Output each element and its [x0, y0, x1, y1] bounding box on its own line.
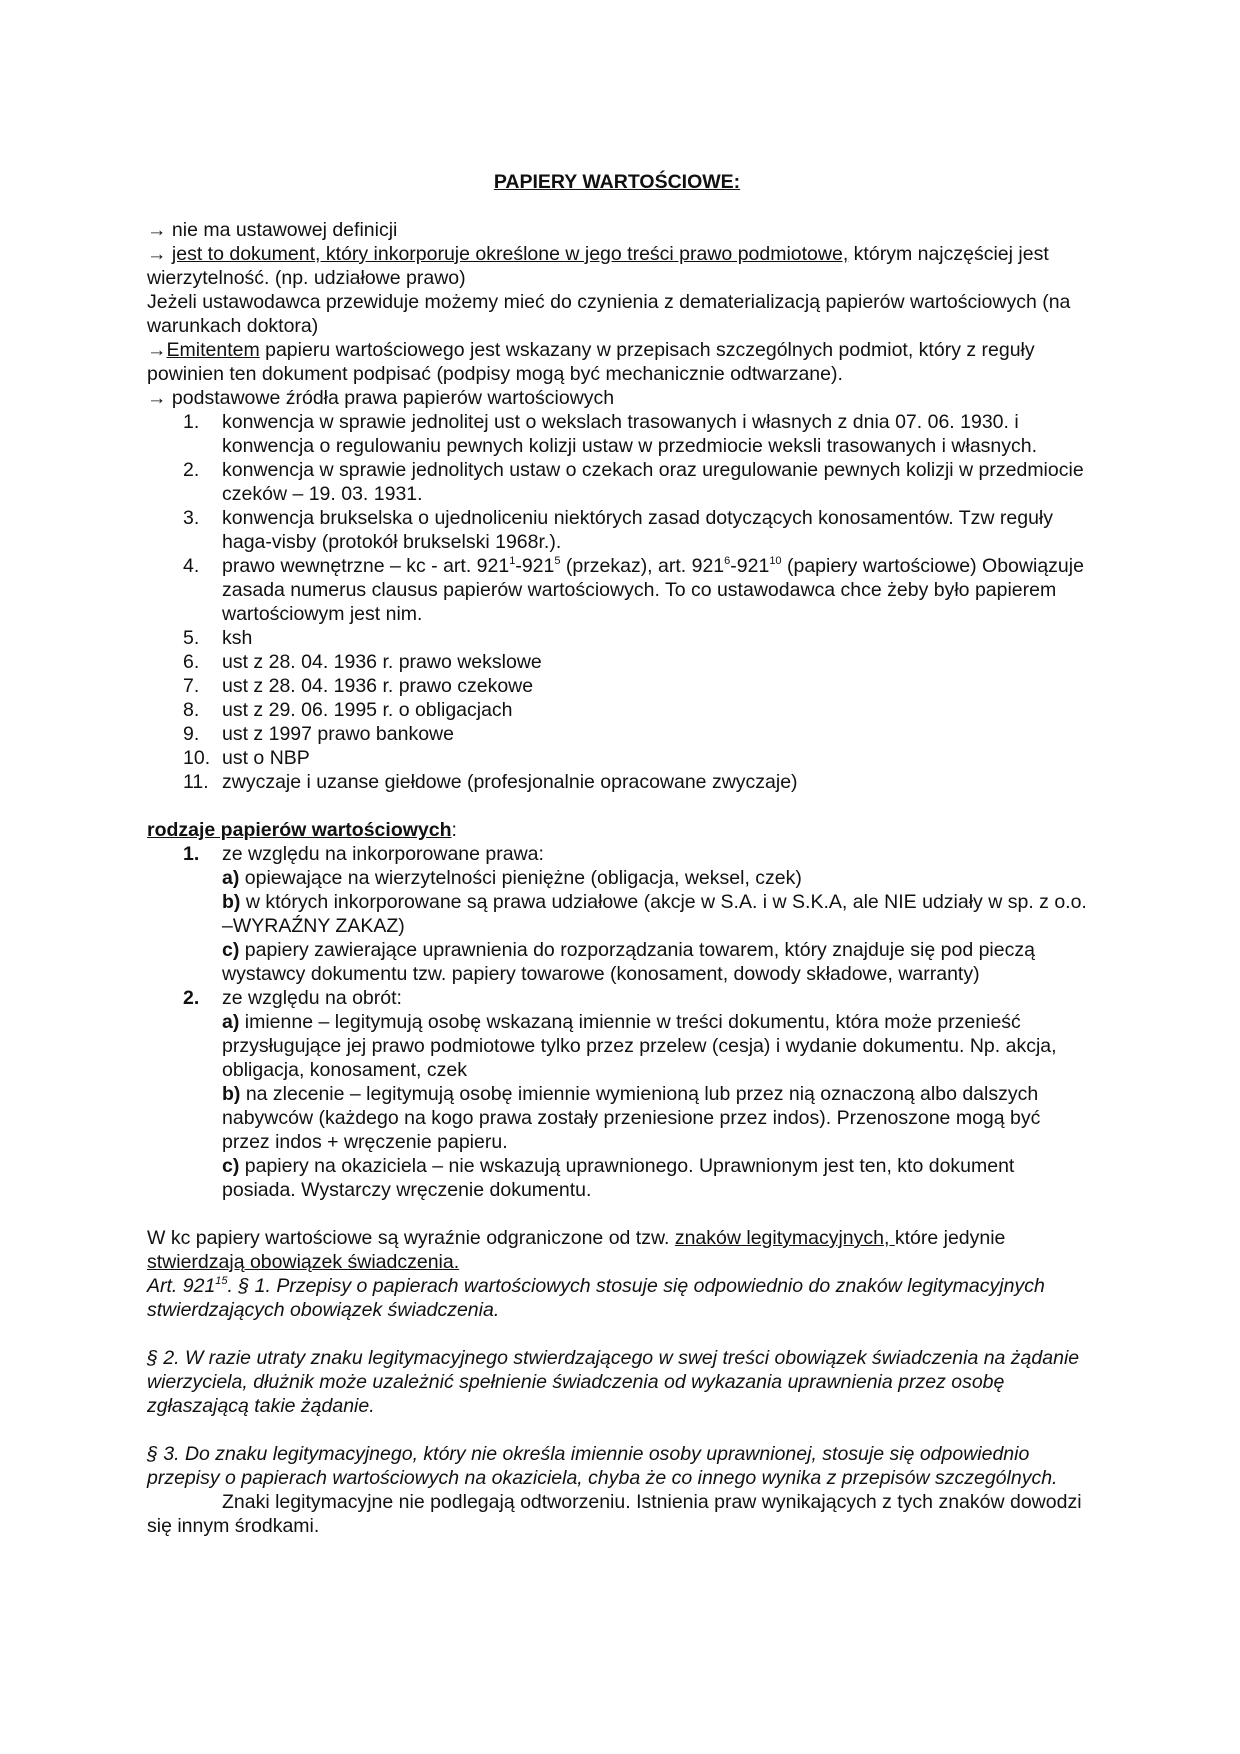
- intro-line-5: → podstawowe źródła prawa papierów wartościowych: [147, 387, 615, 409]
- legit-paragraph: W kc papiery wartościowe są wyraźnie odgraniczone od tzw. znaków legitymacyjnych, które jedynie stwierdzają obowiązek świadczenia.: [147, 1227, 1006, 1273]
- list-item: 8. ust z 29. 06. 1995 r. o obligacjach: [183, 699, 513, 721]
- intro-line-4: →Emitentem papieru wartościowego jest wskazany w przepisach szczególnych podmiot, który z reguły powinien ten dokument podpisać (podpisy mogą być mechanicznie odtwarzane).: [147, 339, 1035, 385]
- article-par-2: § 2. W razie utraty znaku legitymacyjnego stwierdzającego w swej treści obowiązek świadczenia na żądanie wierzyciela, dłużnik może uzależnić spełnienie świadczenia od wykazania uprawnienia przez osobę zgłaszającą takie żądanie.: [147, 1347, 1080, 1417]
- sub-item: b) na zlecenie – legitymują osobę imiennie wymienioną lub przez nią oznaczoną albo dalszych nabywców (każdego na kogo prawa zostały przeniesione przez indos). Przenoszone mogą być przez indos + wręczenie papieru.: [222, 1083, 1041, 1153]
- intro-line-3: Jeżeli ustawodawca przewiduje możemy mieć do czynienia z dematerializacją papierów wartościowych (na warunkach doktora): [147, 291, 1071, 337]
- sub-item: c) papiery zawierające uprawnienia do rozporządzania towarem, który znajduje się pod pieczą wystawcy dokumentu tzw. papiery towarowe (konosament, dowody składowe, warranty): [222, 939, 1035, 985]
- arrow-icon: →: [147, 219, 167, 241]
- list-item: 9. ust z 1997 prawo bankowe: [183, 723, 454, 745]
- list-item: 10. ust o NBP: [183, 747, 310, 769]
- arrow-icon: →: [147, 339, 167, 361]
- list-item: 6. ust z 28. 04. 1936 r. prawo wekslowe: [183, 651, 542, 673]
- arrow-icon: →: [147, 243, 167, 265]
- sub-item: c) papiery na okaziciela – nie wskazują uprawnionego. Uprawnionym jest ten, kto dokument posiada. Wystarczy wręczenie dokumentu.: [222, 1155, 1015, 1201]
- intro-line-2: → jest to dokument, który inkorporuje określone w jego treści prawo podmiotowe, którym najczęściej jest wierzytelność. (np. udziałowe prawo): [147, 243, 1049, 289]
- list-item: 7. ust z 28. 04. 1936 r. prawo czekowe: [183, 675, 534, 697]
- types-list: [147, 842, 1087, 1202]
- sub-item: a) imienne – legitymują osobę wskazaną imiennie w treści dokumentu, która może przenieść przysługujące jej prawo podmiotowe tylko przez przelew (cesja) i wydanie dokumentu. Np. akcja, obligacja, konosament, czek: [222, 1011, 1057, 1081]
- list-item: 1. konwencja w sprawie jednolitej ust o wekslach trasowanych i własnych z dnia 07. 06. 1930. i konwencja o regulowaniu pewnych kolizji ustaw w przedmiocie weksli trasowanych i własnych.: [183, 411, 1038, 457]
- list-item: 4. prawo wewnętrzne – kc - art. $921^1-921^5$ (przekaz), art. $921^6-921^{10}$ (papiery wartościowe) Obowiązuje zasada numerus clausus papierów wartościowych. To co ustawodawca chce żeby było papierem wartościowym jest nim.: [183, 555, 1084, 625]
- document-page: [147, 170, 1087, 1538]
- sub-item: a) opiewające na wierzytelności pieniężne (obligacja, weksel, czek): [222, 867, 802, 889]
- list-item: 11. zwyczaje i uzanse giełdowe (profesjonalnie opracowane zwyczaje): [183, 771, 798, 793]
- list-item: 2. konwencja w sprawie jednolitych ustaw o czekach oraz uregulowanie pewnych kolizji w przedmiocie czeków – 19. 03. 1931.: [183, 459, 1084, 505]
- sources-list: [147, 410, 1087, 794]
- list-item: 5. ksh: [183, 627, 253, 649]
- article-par-3: § 3. Do znaku legitymacyjnego, który nie określa imiennie osoby uprawnionej, stosuje się odpowiednio przepisy o papierach wartościowych na okaziciela, chyba że co innego wynika z przepisów szczególnych.: [147, 1443, 1058, 1489]
- sub-item: b) w których inkorporowane są prawa udziałowe (akcje w S.A. i w S.K.A, ale NIE udziały w sp. z o.o. –WYRAŹNY ZAKAZ): [222, 891, 1087, 937]
- arrow-icon: →: [147, 387, 167, 409]
- list-item: 3. konwencja brukselska o ujednoliceniu niektórych zasad dotyczących konosamentów. Tzw reguły haga-visby (protokół brukselski 1968r.).: [183, 507, 1053, 553]
- intro-line-1: → nie ma ustawowej definicji: [147, 219, 398, 241]
- final-paragraph: Znaki legitymacyjne nie podlegają odtworzeniu. Istnienia praw wynikających z tych znaków dowodzi się innym środkami.: [147, 1491, 1082, 1537]
- article-paragraph: Art. $921^{15}$. § 1. Przepisy o papierach wartościowych stosuje się odpowiednio do znaków legitymacyjnych stwierdzających obowiązek świadczenia.: [147, 1275, 1045, 1321]
- list-item: 1. ze względu na inkorporowane prawa: a) opiewające na wierzytelności pieniężne (obligacja, weksel, czek) b) w których inkorporowane są prawa udziałowe (akcje w S.A. i w S.K.A, ale NIE udziały w sp. z o.o. –WYRAŹNY ZAKAZ) c) papiery zawierające uprawnienia do rozporządzania towarem, który znajduje się pod pieczą wystawcy dokumentu tzw. papiery towarowe (konosament, dowody składowe, warranty): [183, 843, 1087, 985]
- types-heading: rodzaje papierów wartościowych:: [147, 819, 457, 841]
- page-title: PAPIERY WARTOŚCIOWE:: [493, 171, 741, 193]
- list-item: 2. ze względu na obrót: a) imienne – legitymują osobę wskazaną imiennie w treści dokumentu, która może przenieść przysługujące jej prawo podmiotowe tylko przez przelew (cesja) i wydanie dokumentu. Np. akcja, obligacja, konosament, czek b) na zlecenie – legitymują osobę imiennie wymienioną lub przez nią oznaczoną albo dalszych nabywców (każdego na kogo prawa zostały przeniesione przez indos). Przenoszone mogą być przez indos + wręczenie papieru. c) papiery na okaziciela – nie wskazują uprawnionego. Uprawnionym jest ten, kto dokument posiada. Wystarczy wręczenie dokumentu.: [147, 986, 1087, 1202]
